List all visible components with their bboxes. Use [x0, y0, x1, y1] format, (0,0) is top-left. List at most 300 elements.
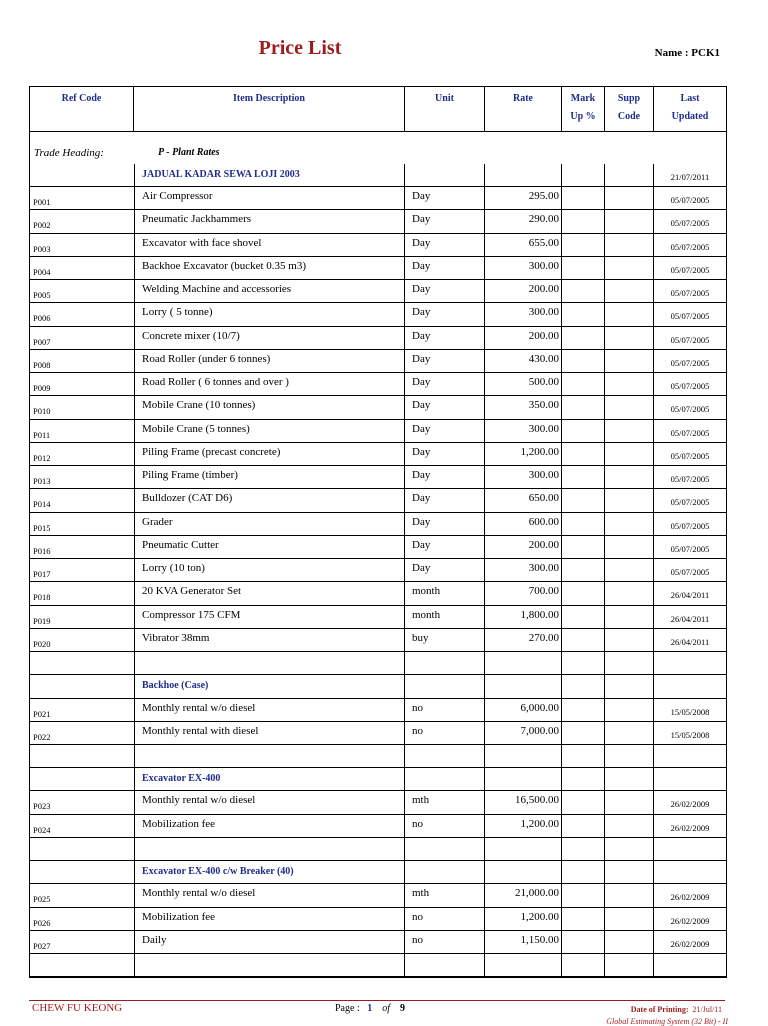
last-updated-cell: 05/07/2005: [654, 187, 726, 210]
last-updated-cell: 26/02/2009: [654, 931, 726, 954]
supp-code-cell: [605, 815, 654, 838]
unit-cell: [405, 652, 485, 675]
rate-cell: 21,000.00: [485, 884, 562, 907]
last-updated-cell: 05/07/2005: [654, 257, 726, 280]
rate-cell: [485, 861, 562, 884]
mark-up-cell: [562, 513, 605, 536]
footer-author: CHEW FU KEONG: [32, 1002, 123, 1014]
rate-cell: 300.00: [485, 420, 562, 443]
header-item-description: [134, 87, 405, 131]
footer-page-label: Page :: [335, 1003, 360, 1014]
unit-cell: [405, 954, 485, 977]
rate-cell: 1,800.00: [485, 606, 562, 629]
last-updated-cell: 05/07/2005: [654, 513, 726, 536]
ref-code-cell: P022: [30, 722, 134, 745]
trade-heading-value: P - Plant Rates: [158, 147, 220, 158]
item-description-cell: Piling Frame (precast concrete): [134, 443, 405, 466]
blank-row: [30, 838, 726, 861]
last-updated-cell: 26/02/2009: [654, 815, 726, 838]
mark-up-cell: [562, 606, 605, 629]
table-row: [30, 629, 726, 652]
mark-up-cell: [562, 164, 605, 187]
table-row: [30, 210, 726, 233]
mark-up-cell: [562, 420, 605, 443]
header-rate-text: Rate: [513, 93, 533, 104]
header-supp-code-line1: Supp: [617, 93, 641, 104]
ref-code-cell: P005: [30, 280, 134, 303]
unit-cell: no: [405, 722, 485, 745]
item-description-cell: Monthly rental w/o diesel: [134, 791, 405, 814]
rate-cell: 295.00: [485, 187, 562, 210]
header-mark-up-line2: Up %: [570, 111, 596, 122]
supp-code-cell: [605, 234, 654, 257]
rate-cell: 1,200.00: [485, 815, 562, 838]
rate-cell: 300.00: [485, 303, 562, 326]
last-updated-cell: 05/07/2005: [654, 489, 726, 512]
item-description-cell: Road Roller (under 6 tonnes): [134, 350, 405, 373]
table-row: [30, 420, 726, 443]
last-updated-cell: 05/07/2005: [654, 443, 726, 466]
section-heading-row: [30, 164, 726, 187]
rate-cell: 290.00: [485, 210, 562, 233]
rate-cell: [485, 768, 562, 791]
supp-code-cell: [605, 280, 654, 303]
last-updated-cell: 05/07/2005: [654, 373, 726, 396]
footer-page-number: 1: [367, 1003, 373, 1014]
ref-code-cell: [30, 164, 134, 187]
item-description-cell: Mobile Crane (10 tonnes): [134, 396, 405, 419]
mark-up-cell: [562, 327, 605, 350]
rate-cell: 200.00: [485, 327, 562, 350]
unit-cell: Day: [405, 420, 485, 443]
rate-cell: 16,500.00: [485, 791, 562, 814]
last-updated-cell: [654, 838, 726, 861]
supp-code-cell: [605, 327, 654, 350]
mark-up-cell: [562, 234, 605, 257]
item-description-cell: [134, 954, 405, 977]
item-description-cell: Pneumatic Jackhammers: [134, 210, 405, 233]
unit-cell: Day: [405, 536, 485, 559]
unit-cell: Day: [405, 187, 485, 210]
unit-cell: Day: [405, 373, 485, 396]
header-rate: [485, 87, 562, 131]
supp-code-cell: [605, 187, 654, 210]
header-unit-text: Unit: [435, 93, 454, 104]
supp-code-cell: [605, 164, 654, 187]
rate-cell: 6,000.00: [485, 699, 562, 722]
unit-cell: Day: [405, 489, 485, 512]
supp-code-cell: [605, 606, 654, 629]
table-row: [30, 559, 726, 582]
last-updated-cell: 05/07/2005: [654, 466, 726, 489]
unit-cell: Day: [405, 513, 485, 536]
table-row: [30, 582, 726, 605]
rate-cell: 200.00: [485, 280, 562, 303]
last-updated-cell: 05/07/2005: [654, 234, 726, 257]
item-description-cell: Mobilization fee: [134, 815, 405, 838]
item-description-cell: Mobile Crane (5 tonnes): [134, 420, 405, 443]
price-table: [29, 86, 727, 978]
supp-code-cell: [605, 722, 654, 745]
mark-up-cell: [562, 350, 605, 373]
rate-cell: 350.00: [485, 396, 562, 419]
unit-cell: mth: [405, 791, 485, 814]
unit-cell: [405, 861, 485, 884]
unit-cell: Day: [405, 210, 485, 233]
header-ref-code-text: Ref Code: [61, 93, 102, 104]
supp-code-cell: [605, 931, 654, 954]
rate-cell: 650.00: [485, 489, 562, 512]
last-updated-cell: 05/07/2005: [654, 559, 726, 582]
ref-code-cell: P009: [30, 373, 134, 396]
mark-up-cell: [562, 396, 605, 419]
rate-cell: [485, 675, 562, 698]
ref-code-cell: P021: [30, 699, 134, 722]
trade-heading: [30, 147, 726, 160]
table-row: [30, 280, 726, 303]
table-row: [30, 396, 726, 419]
mark-up-cell: [562, 954, 605, 977]
blank-row: [30, 954, 726, 977]
rate-cell: 1,150.00: [485, 931, 562, 954]
unit-cell: Day: [405, 234, 485, 257]
unit-cell: no: [405, 699, 485, 722]
mark-up-cell: [562, 303, 605, 326]
section-heading-row: [30, 768, 726, 791]
item-description-cell: Road Roller ( 6 tonnes and over ): [134, 373, 405, 396]
supp-code-cell: [605, 420, 654, 443]
mark-up-cell: [562, 908, 605, 931]
ref-code-cell: P003: [30, 234, 134, 257]
ref-code-cell: P023: [30, 791, 134, 814]
item-description-cell: Backhoe (Case): [134, 675, 405, 698]
last-updated-cell: 05/07/2005: [654, 420, 726, 443]
table-row: [30, 489, 726, 512]
rate-cell: [485, 954, 562, 977]
table-row: [30, 815, 726, 838]
ref-code-cell: P008: [30, 350, 134, 373]
item-description-cell: 20 KVA Generator Set: [134, 582, 405, 605]
footer-of-label: of: [382, 1003, 390, 1014]
ref-code-cell: [30, 954, 134, 977]
unit-cell: Day: [405, 303, 485, 326]
item-description-cell: Bulldozer (CAT D6): [134, 489, 405, 512]
item-description-cell: Backhoe Excavator (bucket 0.35 m3): [134, 257, 405, 280]
unit-cell: [405, 675, 485, 698]
ref-code-cell: P027: [30, 931, 134, 954]
last-updated-cell: 05/07/2005: [654, 536, 726, 559]
last-updated-cell: 26/04/2011: [654, 629, 726, 652]
unit-cell: buy: [405, 629, 485, 652]
supp-code-cell: [605, 559, 654, 582]
table-row: [30, 513, 726, 536]
table-row: [30, 466, 726, 489]
unit-cell: [405, 768, 485, 791]
last-updated-cell: 26/04/2011: [654, 582, 726, 605]
table-row: [30, 373, 726, 396]
item-description-cell: Daily: [134, 931, 405, 954]
last-updated-cell: 05/07/2005: [654, 210, 726, 233]
table-row: [30, 234, 726, 257]
ref-code-cell: [30, 745, 134, 768]
table-row: [30, 536, 726, 559]
supp-code-cell: [605, 373, 654, 396]
supp-code-cell: [605, 489, 654, 512]
mark-up-cell: [562, 629, 605, 652]
last-updated-cell: 21/07/2011: [654, 164, 726, 187]
unit-cell: Day: [405, 350, 485, 373]
table-row: [30, 606, 726, 629]
last-updated-cell: [654, 954, 726, 977]
unit-cell: Day: [405, 257, 485, 280]
item-description-cell: Concrete mixer (10/7): [134, 327, 405, 350]
unit-cell: Day: [405, 396, 485, 419]
last-updated-cell: [654, 745, 726, 768]
blank-row: [30, 652, 726, 675]
section-heading-row: [30, 675, 726, 698]
item-description-cell: Pneumatic Cutter: [134, 536, 405, 559]
supp-code-cell: [605, 884, 654, 907]
name-label: Name : PCK1: [654, 47, 720, 59]
item-description-cell: Excavator with face shovel: [134, 234, 405, 257]
supp-code-cell: [605, 443, 654, 466]
mark-up-cell: [562, 722, 605, 745]
mark-up-cell: [562, 187, 605, 210]
rate-cell: 655.00: [485, 234, 562, 257]
last-updated-cell: [654, 768, 726, 791]
header-item-description-text: Item Description: [233, 93, 305, 104]
mark-up-cell: [562, 838, 605, 861]
supp-code-cell: [605, 466, 654, 489]
ref-code-cell: P012: [30, 443, 134, 466]
supp-code-cell: [605, 908, 654, 931]
supp-code-cell: [605, 675, 654, 698]
ref-code-cell: P019: [30, 606, 134, 629]
rate-cell: 7,000.00: [485, 722, 562, 745]
mark-up-cell: [562, 443, 605, 466]
rate-cell: 300.00: [485, 466, 562, 489]
rate-cell: 430.00: [485, 350, 562, 373]
table-row: [30, 443, 726, 466]
table-row: [30, 884, 726, 907]
table-row: [30, 187, 726, 210]
table-row: [30, 908, 726, 931]
ref-code-cell: P020: [30, 629, 134, 652]
ref-code-cell: P026: [30, 908, 134, 931]
supp-code-cell: [605, 791, 654, 814]
table-row: [30, 327, 726, 350]
mark-up-cell: [562, 791, 605, 814]
ref-code-cell: P002: [30, 210, 134, 233]
rate-cell: 300.00: [485, 559, 562, 582]
table-row: [30, 791, 726, 814]
item-description-cell: Lorry ( 5 tonne): [134, 303, 405, 326]
item-description-cell: Monthly rental w/o diesel: [134, 884, 405, 907]
rate-cell: [485, 652, 562, 675]
item-description-cell: JADUAL KADAR SEWA LOJI 2003: [134, 164, 405, 187]
rate-cell: [485, 745, 562, 768]
rate-cell: 200.00: [485, 536, 562, 559]
supp-code-cell: [605, 954, 654, 977]
ref-code-cell: P014: [30, 489, 134, 512]
last-updated-cell: 15/05/2008: [654, 699, 726, 722]
mark-up-cell: [562, 536, 605, 559]
ref-code-cell: P004: [30, 257, 134, 280]
mark-up-cell: [562, 815, 605, 838]
footer-date-value: 21/Jul/11: [692, 1005, 722, 1014]
unit-cell: no: [405, 931, 485, 954]
footer-date-of-printing: [631, 1005, 722, 1014]
item-description-cell: Excavator EX-400 c/w Breaker (40): [134, 861, 405, 884]
header-supp-code: [605, 87, 654, 131]
rate-cell: 600.00: [485, 513, 562, 536]
last-updated-cell: 26/02/2009: [654, 908, 726, 931]
mark-up-cell: [562, 768, 605, 791]
rate-cell: 1,200.00: [485, 908, 562, 931]
mark-up-cell: [562, 489, 605, 512]
ref-code-cell: P015: [30, 513, 134, 536]
item-description-cell: Welding Machine and accessories: [134, 280, 405, 303]
mark-up-cell: [562, 559, 605, 582]
mark-up-cell: [562, 280, 605, 303]
last-updated-cell: 15/05/2008: [654, 722, 726, 745]
mark-up-cell: [562, 745, 605, 768]
header-unit: [405, 87, 485, 131]
mark-up-cell: [562, 466, 605, 489]
item-description-cell: Grader: [134, 513, 405, 536]
supp-code-cell: [605, 745, 654, 768]
rate-cell: [485, 164, 562, 187]
ref-code-cell: P013: [30, 466, 134, 489]
supp-code-cell: [605, 768, 654, 791]
last-updated-cell: [654, 861, 726, 884]
ref-code-cell: [30, 861, 134, 884]
supp-code-cell: [605, 838, 654, 861]
supp-code-cell: [605, 396, 654, 419]
item-description-cell: [134, 652, 405, 675]
unit-cell: [405, 838, 485, 861]
unit-cell: Day: [405, 559, 485, 582]
rate-cell: 270.00: [485, 629, 562, 652]
ref-code-cell: P011: [30, 420, 134, 443]
rate-cell: 700.00: [485, 582, 562, 605]
ref-code-cell: P006: [30, 303, 134, 326]
item-description-cell: Monthly rental w/o diesel: [134, 699, 405, 722]
unit-cell: month: [405, 606, 485, 629]
last-updated-cell: 26/02/2009: [654, 791, 726, 814]
supp-code-cell: [605, 303, 654, 326]
ref-code-cell: [30, 838, 134, 861]
unit-cell: no: [405, 908, 485, 931]
trade-heading-label: Trade Heading:: [34, 147, 104, 159]
rate-cell: 1,200.00: [485, 443, 562, 466]
supp-code-cell: [605, 861, 654, 884]
item-description-cell: Piling Frame (timber): [134, 466, 405, 489]
item-description-cell: Excavator EX-400: [134, 768, 405, 791]
supp-code-cell: [605, 652, 654, 675]
ref-code-cell: P007: [30, 327, 134, 350]
rate-cell: [485, 838, 562, 861]
unit-cell: [405, 745, 485, 768]
ref-code-cell: P018: [30, 582, 134, 605]
rate-cell: 500.00: [485, 373, 562, 396]
table-row: [30, 722, 726, 745]
last-updated-cell: [654, 652, 726, 675]
blank-row: [30, 745, 726, 768]
item-description-cell: Air Compressor: [134, 187, 405, 210]
header-last-updated-line2: Updated: [671, 111, 709, 122]
supp-code-cell: [605, 629, 654, 652]
supp-code-cell: [605, 513, 654, 536]
supp-code-cell: [605, 210, 654, 233]
item-description-cell: [134, 745, 405, 768]
mark-up-cell: [562, 931, 605, 954]
mark-up-cell: [562, 699, 605, 722]
ref-code-cell: P025: [30, 884, 134, 907]
item-description-cell: Mobilization fee: [134, 908, 405, 931]
item-description-cell: Monthly rental with diesel: [134, 722, 405, 745]
last-updated-cell: 05/07/2005: [654, 327, 726, 350]
unit-cell: Day: [405, 280, 485, 303]
header-divider: [30, 131, 726, 132]
mark-up-cell: [562, 884, 605, 907]
ref-code-cell: [30, 768, 134, 791]
rate-cell: 300.00: [485, 257, 562, 280]
mark-up-cell: [562, 210, 605, 233]
mark-up-cell: [562, 652, 605, 675]
header-last-updated: [654, 87, 726, 131]
unit-cell: month: [405, 582, 485, 605]
unit-cell: Day: [405, 327, 485, 350]
item-description-cell: Compressor 175 CFM: [134, 606, 405, 629]
table-row: [30, 257, 726, 280]
unit-cell: Day: [405, 466, 485, 489]
ref-code-cell: P016: [30, 536, 134, 559]
item-description-cell: Vibrator 38mm: [134, 629, 405, 652]
ref-code-cell: P024: [30, 815, 134, 838]
last-updated-cell: 05/07/2005: [654, 350, 726, 373]
footer-page-total: 9: [400, 1003, 405, 1014]
item-description-cell: [134, 838, 405, 861]
footer-divider: [29, 1000, 725, 1001]
supp-code-cell: [605, 536, 654, 559]
ref-code-cell: P010: [30, 396, 134, 419]
supp-code-cell: [605, 257, 654, 280]
page-title: Price List: [258, 37, 342, 59]
table-row: [30, 699, 726, 722]
last-updated-cell: [654, 675, 726, 698]
supp-code-cell: [605, 350, 654, 373]
mark-up-cell: [562, 257, 605, 280]
ref-code-cell: [30, 675, 134, 698]
ref-code-cell: P017: [30, 559, 134, 582]
table-row: [30, 350, 726, 373]
unit-cell: mth: [405, 884, 485, 907]
table-row: [30, 931, 726, 954]
unit-cell: Day: [405, 443, 485, 466]
last-updated-cell: 05/07/2005: [654, 280, 726, 303]
header-last-updated-line1: Last: [680, 93, 700, 104]
item-description-cell: Lorry (10 ton): [134, 559, 405, 582]
supp-code-cell: [605, 582, 654, 605]
mark-up-cell: [562, 373, 605, 396]
header-ref-code: [30, 87, 134, 131]
footer-date-label: Date of Printing:: [630, 1005, 689, 1014]
ref-code-cell: P001: [30, 187, 134, 210]
table-row: [30, 303, 726, 326]
header-supp-code-line2: Code: [617, 111, 641, 122]
header-mark-up-line1: Mark: [570, 93, 596, 104]
